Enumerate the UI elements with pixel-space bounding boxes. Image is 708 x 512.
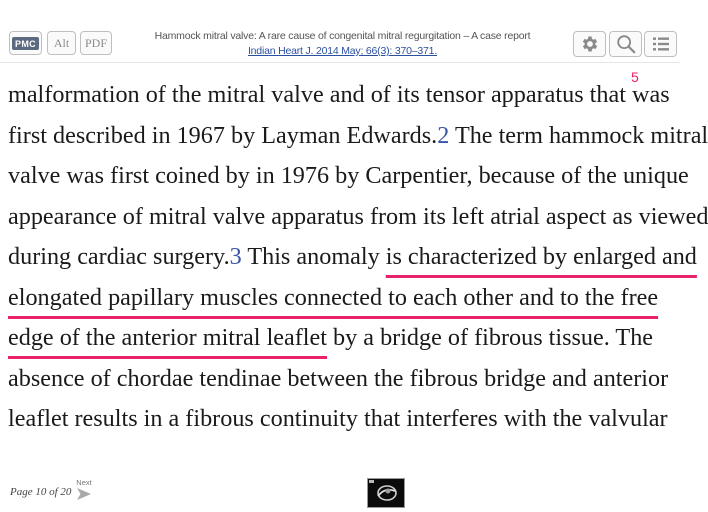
text-segment: first described in 1967 by Layman Edwards. (8, 121, 438, 149)
text-line (8, 318, 680, 359)
highlighted-text[interactable]: is characterized by enlarged and (385, 243, 697, 270)
reference-link[interactable]: 3 (229, 243, 242, 270)
pmc-button[interactable] (9, 31, 42, 55)
pdf-button[interactable] (80, 31, 112, 55)
page-indicator: Page 10 of 20 (10, 486, 72, 498)
text-line: malformation of the mitral valve and of its tensor apparatus that was (8, 81, 670, 108)
alt-button-label: Alt (53, 35, 70, 50)
table-of-contents-button[interactable] (644, 31, 677, 57)
article-title: Hammock mitral valve: A rare cause of congenital mitral regurgitation – A case report (154, 30, 531, 42)
top-toolbar (0, 0, 680, 63)
text-line (8, 278, 680, 319)
highlighted-text[interactable]: edge of the anterior mitral leaflet (8, 324, 327, 351)
pmc-logo: PMC (12, 37, 39, 50)
highlighted-text[interactable]: elongated papillary muscles connected to each other and to the free (8, 283, 659, 311)
text-segment: by a bridge of fibrous tissue. The (327, 324, 654, 351)
figure-thumbnail[interactable] (367, 478, 405, 508)
next-page-button[interactable] (74, 478, 94, 506)
text-line: valve was first coined by in 1976 by Carpentier, because of the unique (8, 162, 689, 189)
article-body (8, 75, 708, 440)
search-icon (615, 33, 637, 55)
citation-link[interactable]: Indian Heart J. 2014 May; 66(3): 370–371. (247, 45, 438, 57)
list-icon (651, 35, 671, 53)
text-line (8, 237, 697, 278)
text-segment: during cardiac surgery. (8, 243, 230, 270)
reference-link[interactable]: 2 (437, 121, 450, 149)
text-line: appearance of mitral valve apparatus from its left atrial aspect as viewed (8, 202, 708, 230)
search-button[interactable] (609, 31, 642, 57)
text-segment: The term hammock mitral (449, 121, 708, 149)
gear-icon (580, 34, 600, 54)
text-line: leaflet results in a fibrous continuity that interferes with the valvular (8, 405, 668, 432)
page-marker: 5 (631, 69, 639, 85)
settings-button[interactable] (573, 31, 606, 57)
next-label: Next (76, 478, 92, 487)
article-header (150, 30, 535, 57)
text-segment: This anomaly (241, 243, 386, 270)
next-arrow-icon (76, 488, 92, 505)
text-line (8, 116, 708, 157)
text-line: absence of chordae tendinae between the fibrous bridge and anterior (8, 364, 669, 392)
alt-text-button[interactable] (47, 31, 76, 55)
pdf-button-label: PDF (84, 35, 107, 50)
